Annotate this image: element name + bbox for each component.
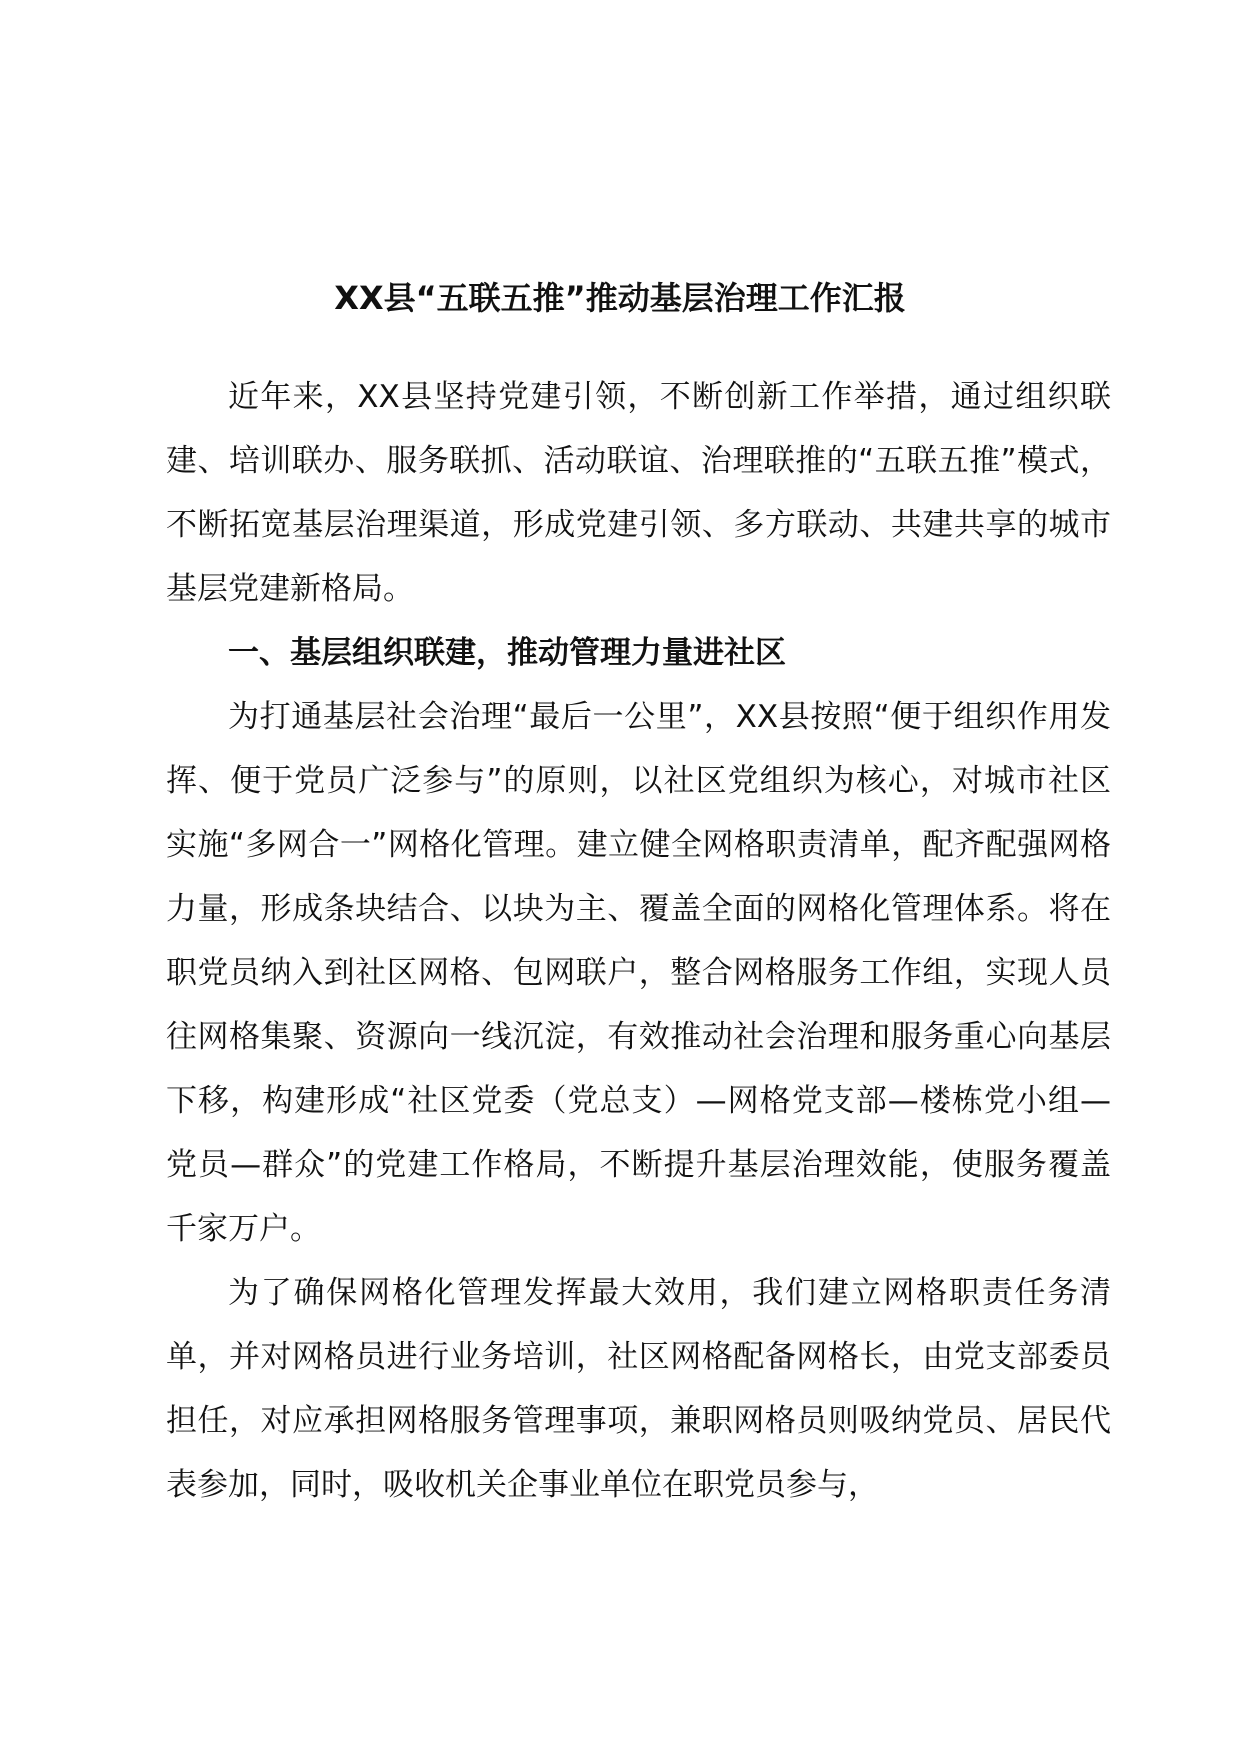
section-1-paragraph-2: 为了确保网格化管理发挥最大效用，我们建立网格职责任务清单，并对网格员进行业务培训，社区网格配备网格长，由党支部委员担任，对应承担网格服务管理事项，兼职网格员则吸纳党员、居民代表参加，同时，吸收机关企事业单位在职党员参与， [166,1275,1111,1503]
document-title: XX县“五联五推”推动基层治理工作汇报 [334,279,906,317]
document-body [166,365,1111,1517]
section-heading-1: 一、基层组织联建，推动管理力量进社区 [228,635,786,671]
section-1-paragraph-1: 为打通基层社会治理“最后一公里”，XX县按照“便于组织作用发挥、便于党员广泛参与”的原则，以社区党组织为核心，对城市社区实施“多网合一”网格化管理。建立健全网格职责清单，配齐配强网格力量，形成条块结合、以块为主、覆盖全面的网格化管理体系。将在职党员纳入到社区网格、包网联户，整合网格服务工作组，实现人员往网格集聚、资源向一线沉淀，有效推动社会治理和服务重心向基层下移，构建形成“社区党委（党总支）—网格党支部—楼栋党小组—党员—群众”的党建工作格局，不断提升基层治理效能，使服务覆盖千家万户。 [166,699,1111,1247]
intro-paragraph: 近年来，XX县坚持党建引领，不断创新工作举措，通过组织联建、培训联办、服务联抓、活动联谊、治理联推的“五联五推”模式，不断拓宽基层治理渠道，形成党建引领、多方联动、共建共享的城市基层党建新格局。 [166,379,1111,607]
